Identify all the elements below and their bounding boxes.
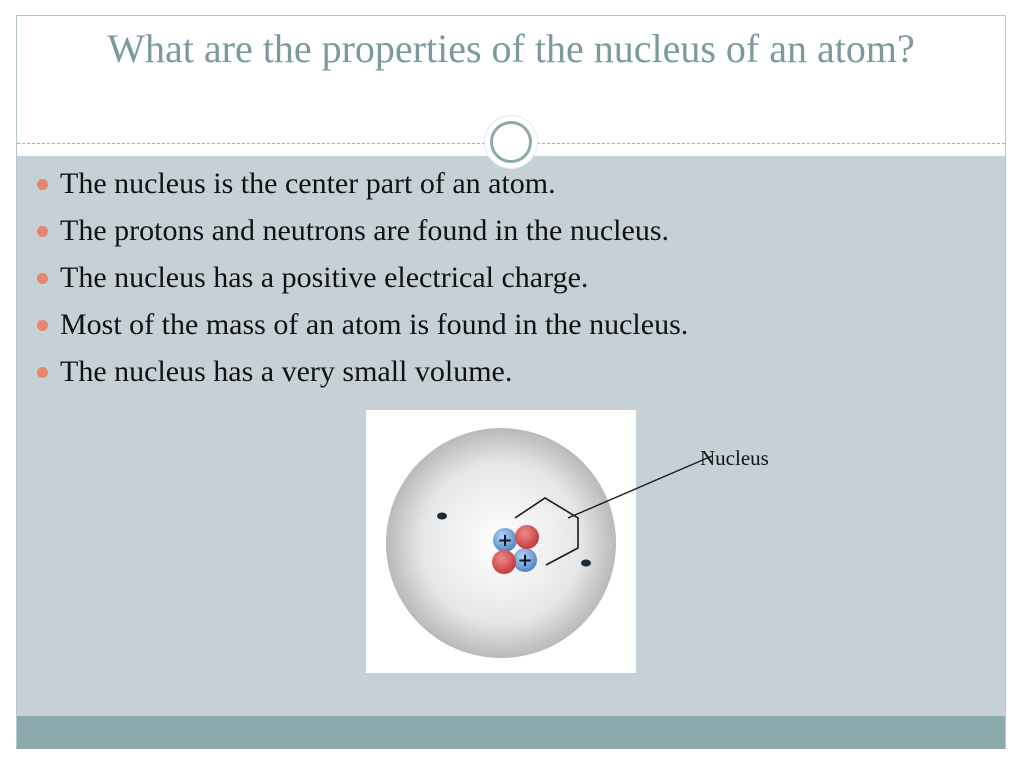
electron-icon <box>437 513 447 520</box>
bullet-text: The protons and neutrons are found in the nucleus. <box>60 214 670 247</box>
bullet-text: The nucleus has a positive electrical charge. <box>60 261 589 294</box>
proton-charge: + <box>497 530 513 551</box>
bullet-text: The nucleus has a very small volume. <box>60 355 513 388</box>
nucleus-bracket <box>515 498 578 565</box>
slide-title: What are the properties of the nucleus of an atom? <box>107 26 915 71</box>
bullet-icon <box>37 367 48 378</box>
bullet-text: The nucleus is the center part of an atom. <box>60 167 556 200</box>
footer-bar <box>17 716 1005 749</box>
ornament-ring <box>490 121 532 163</box>
label-leader-line <box>568 456 712 518</box>
nucleus-label: Nucleus <box>700 446 769 470</box>
bullet-icon <box>37 273 48 284</box>
bullet-text: Most of the mass of an atom is found in the nucleus. <box>60 308 689 341</box>
bullet-item <box>34 301 934 348</box>
bullet-item <box>34 348 934 395</box>
bullet-item <box>34 160 934 207</box>
proton-charge: + <box>517 550 533 571</box>
bullet-list <box>34 160 934 395</box>
bullet-icon <box>37 226 48 237</box>
bullet-item <box>34 207 934 254</box>
bullet-icon <box>37 320 48 331</box>
bullet-icon <box>37 179 48 190</box>
bullet-item <box>34 254 934 301</box>
